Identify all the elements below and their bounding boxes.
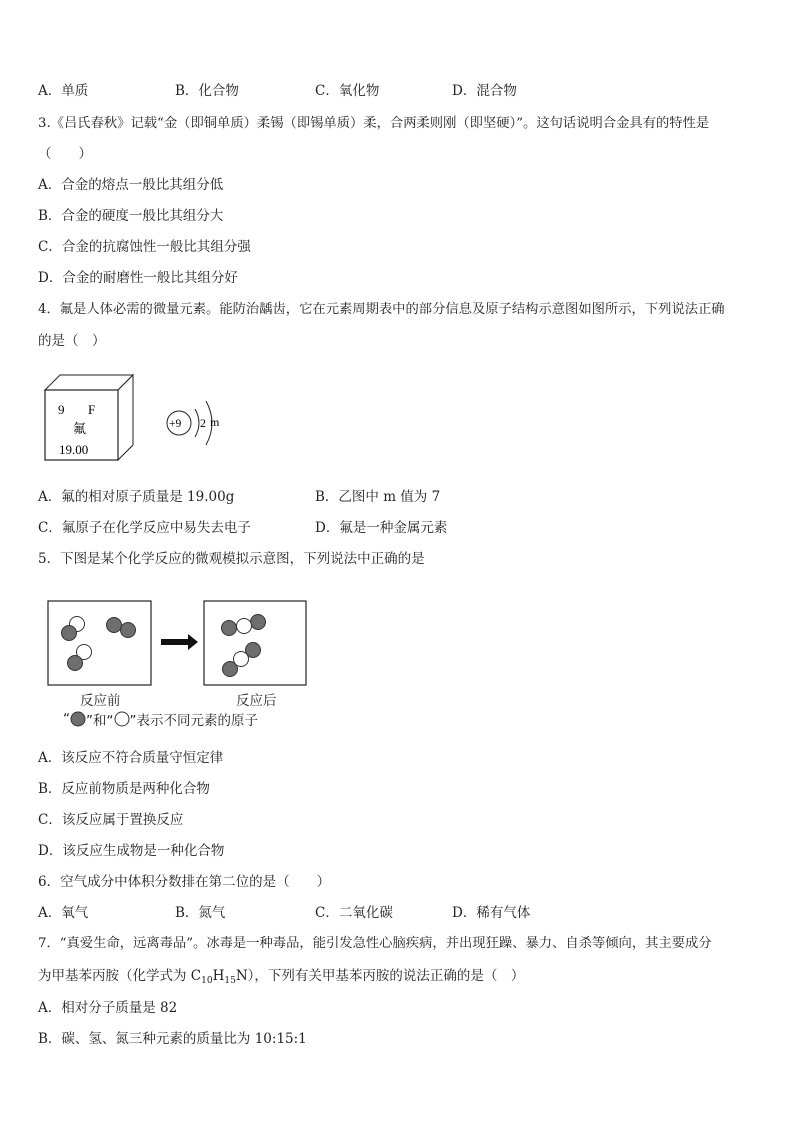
q3-option-c: C．合金的抗腐蚀性一般比其组分强 — [38, 239, 251, 255]
q4-option-d: D．氟是一种金属元素 — [315, 520, 448, 536]
q6-option-d: D．稀有气体 — [452, 905, 531, 921]
q4-stem-line2: 的是（ ） — [38, 333, 106, 349]
q3-option-b: B．合金的硬度一般比其组分大 — [38, 208, 224, 224]
q4-stem-line1: 4．氟是人体必需的微量元素。能防治龋齿，它在元素周期表中的部分信息及原子结构示意图如图所示，下列说法正确 — [38, 302, 725, 317]
nucleus-charge: +9 — [169, 418, 182, 430]
dark-atom — [68, 656, 83, 671]
arrow-icon — [161, 634, 198, 650]
after-label: 反应后 — [236, 693, 277, 709]
legend-end-text: ”表示不同元素的原子 — [129, 713, 258, 729]
dark-atom — [222, 621, 237, 636]
q3-option-d: D．合金的耐磨性一般比其组分好 — [38, 270, 238, 286]
dark-atom — [62, 626, 77, 641]
q6-option-a: A．氧气 — [38, 905, 89, 921]
before-label: 反应前 — [80, 693, 121, 709]
element-mass: 19.00 — [59, 442, 89, 457]
q5-option-a: A．该反应不符合质量守恒定律 — [38, 750, 224, 766]
reaction-diagram — [46, 599, 310, 689]
light-atom-icon — [114, 711, 130, 727]
element-symbol: F — [88, 402, 96, 417]
q3-stem: 3.《吕氏春秋》记载“金（即铜单质）柔锡（即锡单质）柔，合两柔则刚（即坚硬）”。这句话说明合金具有的特性是 — [38, 116, 710, 131]
q7-option-b: B．碳、氢、氮三种元素的质量比为 10:15:1 — [38, 1031, 307, 1047]
atom-structure-diagram — [167, 401, 220, 445]
q7-stem-post: N），下列有关甲基苯丙胺的说法正确的是（ ） — [235, 968, 525, 984]
q6-option-b: B．氮气 — [175, 905, 226, 921]
element-cell — [45, 375, 133, 460]
dark-atom — [107, 618, 122, 633]
q2-option-d: D．混合物 — [452, 83, 517, 99]
q7-stem-pre: 为甲基苯丙胺（化学式为 C — [38, 968, 202, 984]
q4-option-b: B．乙图中 m 值为 7 — [315, 489, 441, 505]
legend-open-quote: “ — [63, 711, 70, 727]
before-box — [48, 601, 151, 685]
atom-legend — [63, 709, 258, 729]
formula-h: H — [212, 968, 225, 984]
q5-stem: 5．下图是某个化学反应的微观模拟示意图，下列说法中正确的是 — [38, 551, 425, 567]
q3-blank: （ ） — [38, 146, 92, 162]
q7-stem-line2 — [38, 966, 524, 986]
q7-stem-line1: 7．“真爱生命，远离毒品”。冰毒是一种毒品，能引发急性心脑疾病，并出现狂躁、暴力、自杀等倾向，其主要成分 — [38, 936, 712, 951]
q4-option-a: A．氟的相对原子质量是 19.00g — [38, 489, 235, 505]
q5-option-c: C．该反应属于置换反应 — [38, 812, 184, 828]
shell1-electrons: 2 — [200, 416, 206, 430]
element-number: 9 — [58, 402, 65, 417]
q7-option-a: A．相对分子质量是 82 — [38, 1000, 178, 1016]
q2-option-c: C．氧化物 — [315, 83, 380, 99]
q4-option-c: C．氟原子在化学反应中易失去电子 — [38, 520, 251, 536]
formula-sub-h: 15 — [224, 976, 236, 986]
formula-sub-c: 10 — [201, 976, 213, 986]
dark-atom-icon — [70, 711, 86, 727]
shell2-electrons: m — [210, 415, 220, 429]
q2-option-b: B．化合物 — [175, 83, 239, 99]
q6-option-c: C．二氧化碳 — [315, 905, 393, 921]
light-atom — [237, 619, 252, 634]
q2-option-a: A．单质 — [38, 83, 89, 99]
q3-option-a: A．合金的熔点一般比其组分低 — [38, 177, 224, 193]
light-atom — [234, 652, 249, 667]
dark-atom — [251, 615, 266, 630]
q5-option-d: D．该反应生成物是一种化合物 — [38, 843, 225, 859]
element-name: 氟 — [73, 422, 87, 437]
fluorine-figure — [40, 372, 240, 467]
q6-stem: 6．空气成分中体积分数排在第二位的是（ ） — [38, 874, 331, 890]
dark-atom — [121, 623, 136, 638]
q5-option-b: B．反应前物质是两种化合物 — [38, 781, 210, 797]
legend-middle-text: ”和“ — [86, 713, 114, 729]
